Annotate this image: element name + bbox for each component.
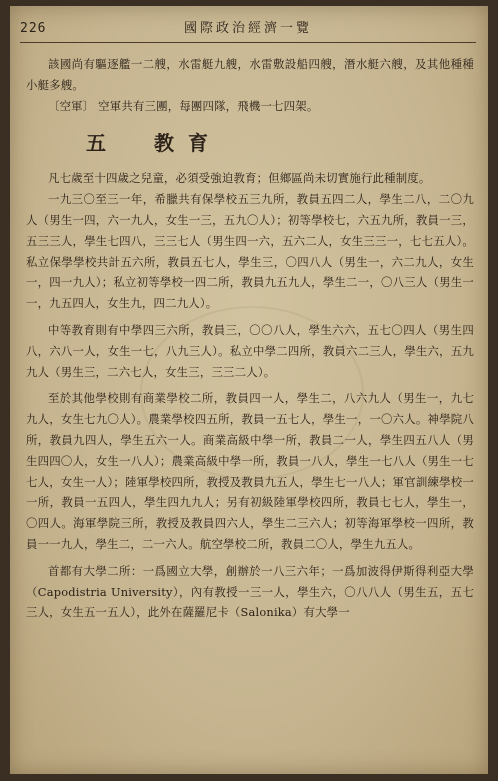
page-number: 226 — [20, 21, 47, 36]
paragraph-other-schools: 至於其他學校則有商業學校二所，教員四一人，學生二，八六九人（男生一，九七九人，女生七九〇人）。農業學校四五所，教員一五七人，學生一，一〇六人。神學院八所，教員九四人，學生五六一人。商業高級中學一所，教員二一人，學生四五八人（男生四四〇人，女生一八人）；農業高級中學一所，教員一八人，學生一七八人（男生一七七人，女生一人）；陸軍學校四所，教授及教員九五人，學生七一八人；軍官訓練學校一一所，教員一五四人，學生四九九人；另有初級陸軍學校四所，教員七七人，學生一，〇四人。海軍學院三所，教授及教員四六人，學生二三六人；初等海軍學校一四所，教員一一九人，學生二，二一六人。航空學校二所，教員二〇人，學生九五人。 — [26, 391, 474, 551]
running-title: 國際政治經濟一覽 — [183, 21, 312, 36]
paragraph-secondary-education: 中等教育則有中學四三六所，教員三，〇〇八人，學生六六，五七〇四人（男生四八，六八一人，女生一七，八九三人）。私立中學二四所，教員六二三人，學生六，五九九人（男生三，二六七人，女生三，三三二人）。 — [26, 322, 474, 379]
paragraph-universities: 首都有大學二所：一爲國立大學，創辦於一八三六年；一爲加波得伊斯得利亞大學（Capodistria University），內有教授一三一人，學生六，〇八八人（男生五，五七三人，女生五一五人），此外在薩羅尼卡（Salonika）有大學一 — [26, 563, 474, 620]
header-rule — [20, 42, 476, 43]
paragraph-primary-schools: 一九三〇至三一年，希臘共有保學校五三九所，教員五四二人，學生二八，二〇九人（男生一四，六一九人，女生一三，五九〇人）；初等學校七，六五九所，教員一三，五三三人，學生七四八，三三七人（男生四一六，五六二人，女生三三一，七七五人）。私立保學學校共計五六所，教員五七人，學生三，〇四八人（男生一，六二九人，女生一，四一九人）；私立初等學校一四二所，教員九五九人，學生二一，〇八三人（男生一一，九五四人，女生九，四二九人）。 — [26, 192, 474, 311]
page-header — [20, 18, 476, 40]
body-text — [26, 54, 474, 623]
paragraph-navy: 該國尚有驅逐艦一二艘，水雷艇九艘，水雷敷設船四艘，潛水艇六艘，及其他種種小艇多艘。 — [26, 57, 474, 92]
section-title: 五 教育 — [86, 131, 222, 156]
paragraph-air-force: 〔空軍〕 空軍共有三團，每團四隊，飛機一七四架。 — [48, 98, 319, 113]
paragraph-compulsory-education: 凡七歲至十四歲之兒童，必須受強迫教育；但鄉區尚未切實施行此種制度。 — [48, 171, 431, 186]
book-page — [10, 6, 488, 774]
